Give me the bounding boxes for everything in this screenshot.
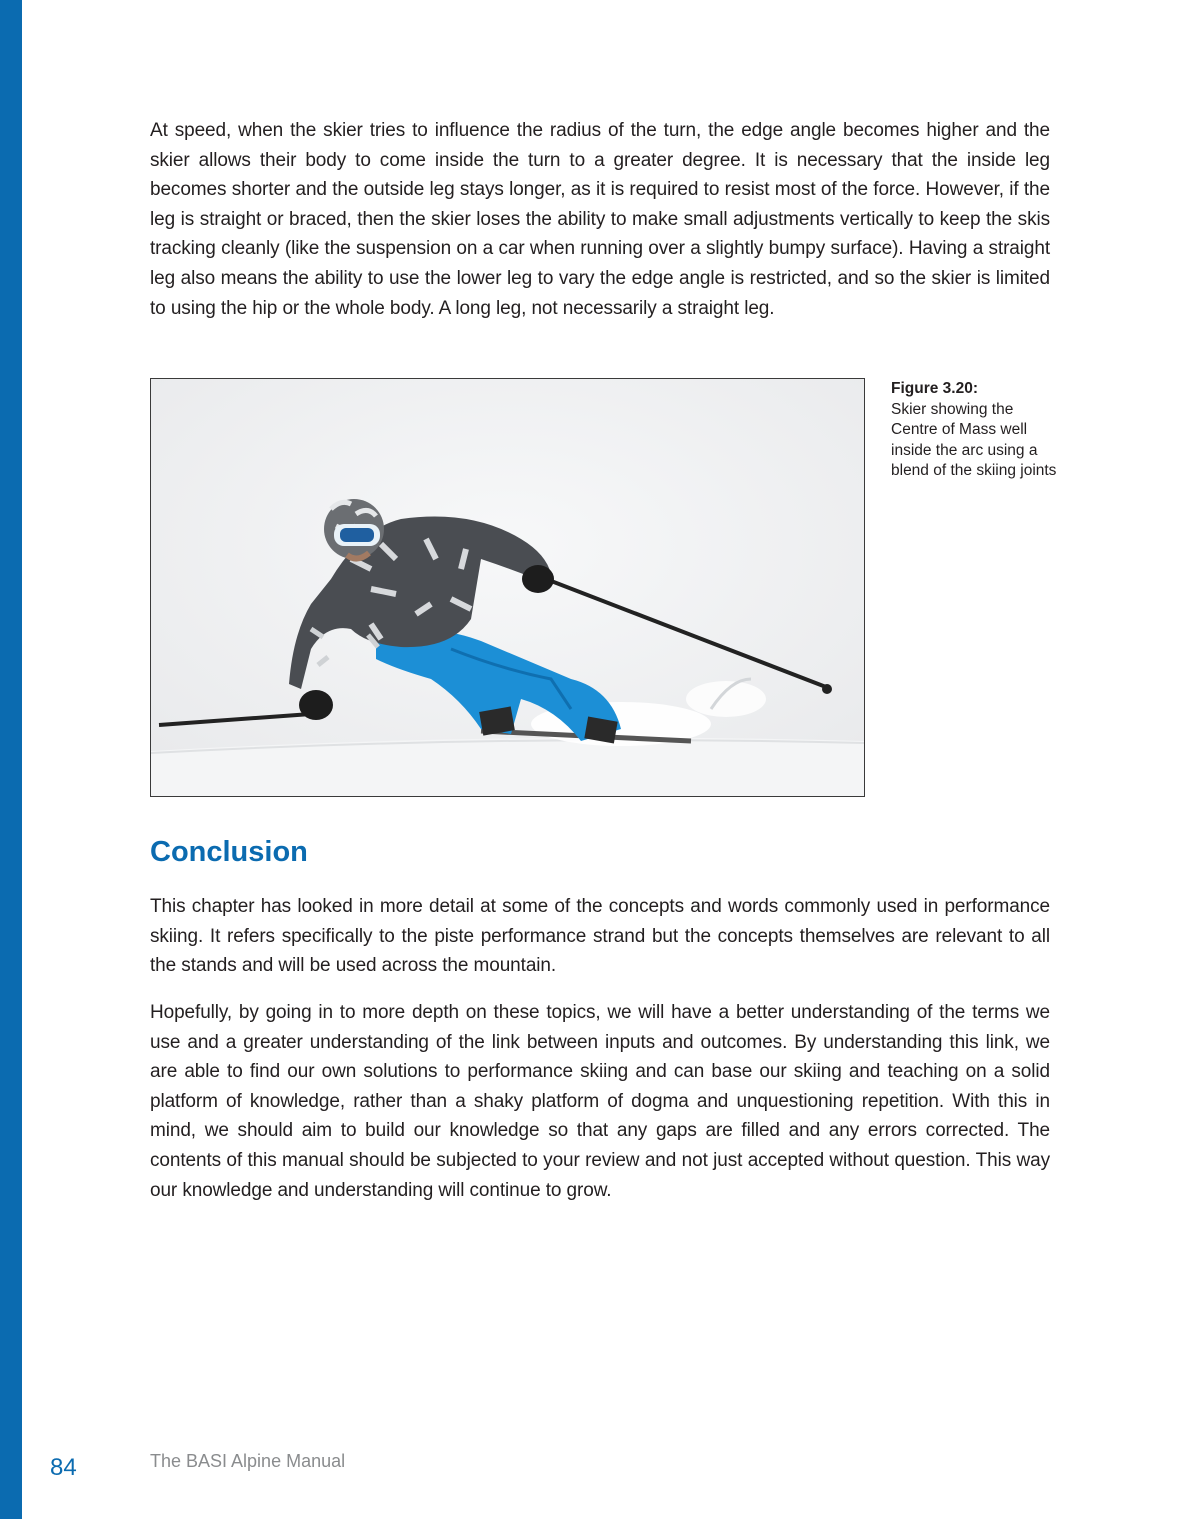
figure-label: Figure 3.20: <box>891 380 978 397</box>
side-color-bar <box>0 0 22 1519</box>
page-number: 84 <box>50 1454 77 1481</box>
skier-photo-illustration <box>151 379 864 796</box>
conclusion-heading: Conclusion <box>150 836 308 868</box>
conclusion-paragraph-2: Hopefully, by going in to more depth on these topics, we will have a better understanding of the terms we use and a greater understanding of the link between inputs and outcomes. By understanding this link, we are able to find our own solutions to performance skiing and can base our skiing and teaching on a solid platform of knowledge, rather than a shaky platform of dogma and unquestioning repetition. With this in mind, we should aim to build our knowledge so that any gaps are filled and any errors corrected. The contents of this manual should be subjected to your review and not just accepted without question. This way our knowledge and understanding will continue to grow. <box>150 1002 1050 1201</box>
body-paragraph: At speed, when the skier tries to influence the radius of the turn, the edge angle becomes higher and the skier allows their body to come inside the turn to a greater degree. It is necessary that the inside leg becomes shorter and the outside leg stays longer, as it is required to resist most of the force. However, if the leg is straight or braced, then the skier loses the ability to make small adjustments vertically to keep the skis tracking cleanly (like the suspension on a car when running over a slightly bumpy surface). Having a straight leg also means the ability to use the lower leg to vary the edge angle is restricted, and so the skier is limited to using the hip or the whole body. A long leg, not necessarily a straight leg. <box>150 120 1050 319</box>
conclusion-paragraph-1: This chapter has looked in more detail at some of the concepts and words commonly used in performance skiing. It refers specifically to the piste performance strand but the concepts themselves are relevant to all the stands and will be used across the mountain. <box>150 896 1050 977</box>
figure-photo <box>150 378 865 797</box>
figure-caption-text: Skier showing the Centre of Mass well inside the arc using a blend of the skiing joints <box>891 400 1057 480</box>
footer-manual-title: The BASI Alpine Manual <box>150 1451 346 1471</box>
figure-caption <box>891 379 1061 482</box>
